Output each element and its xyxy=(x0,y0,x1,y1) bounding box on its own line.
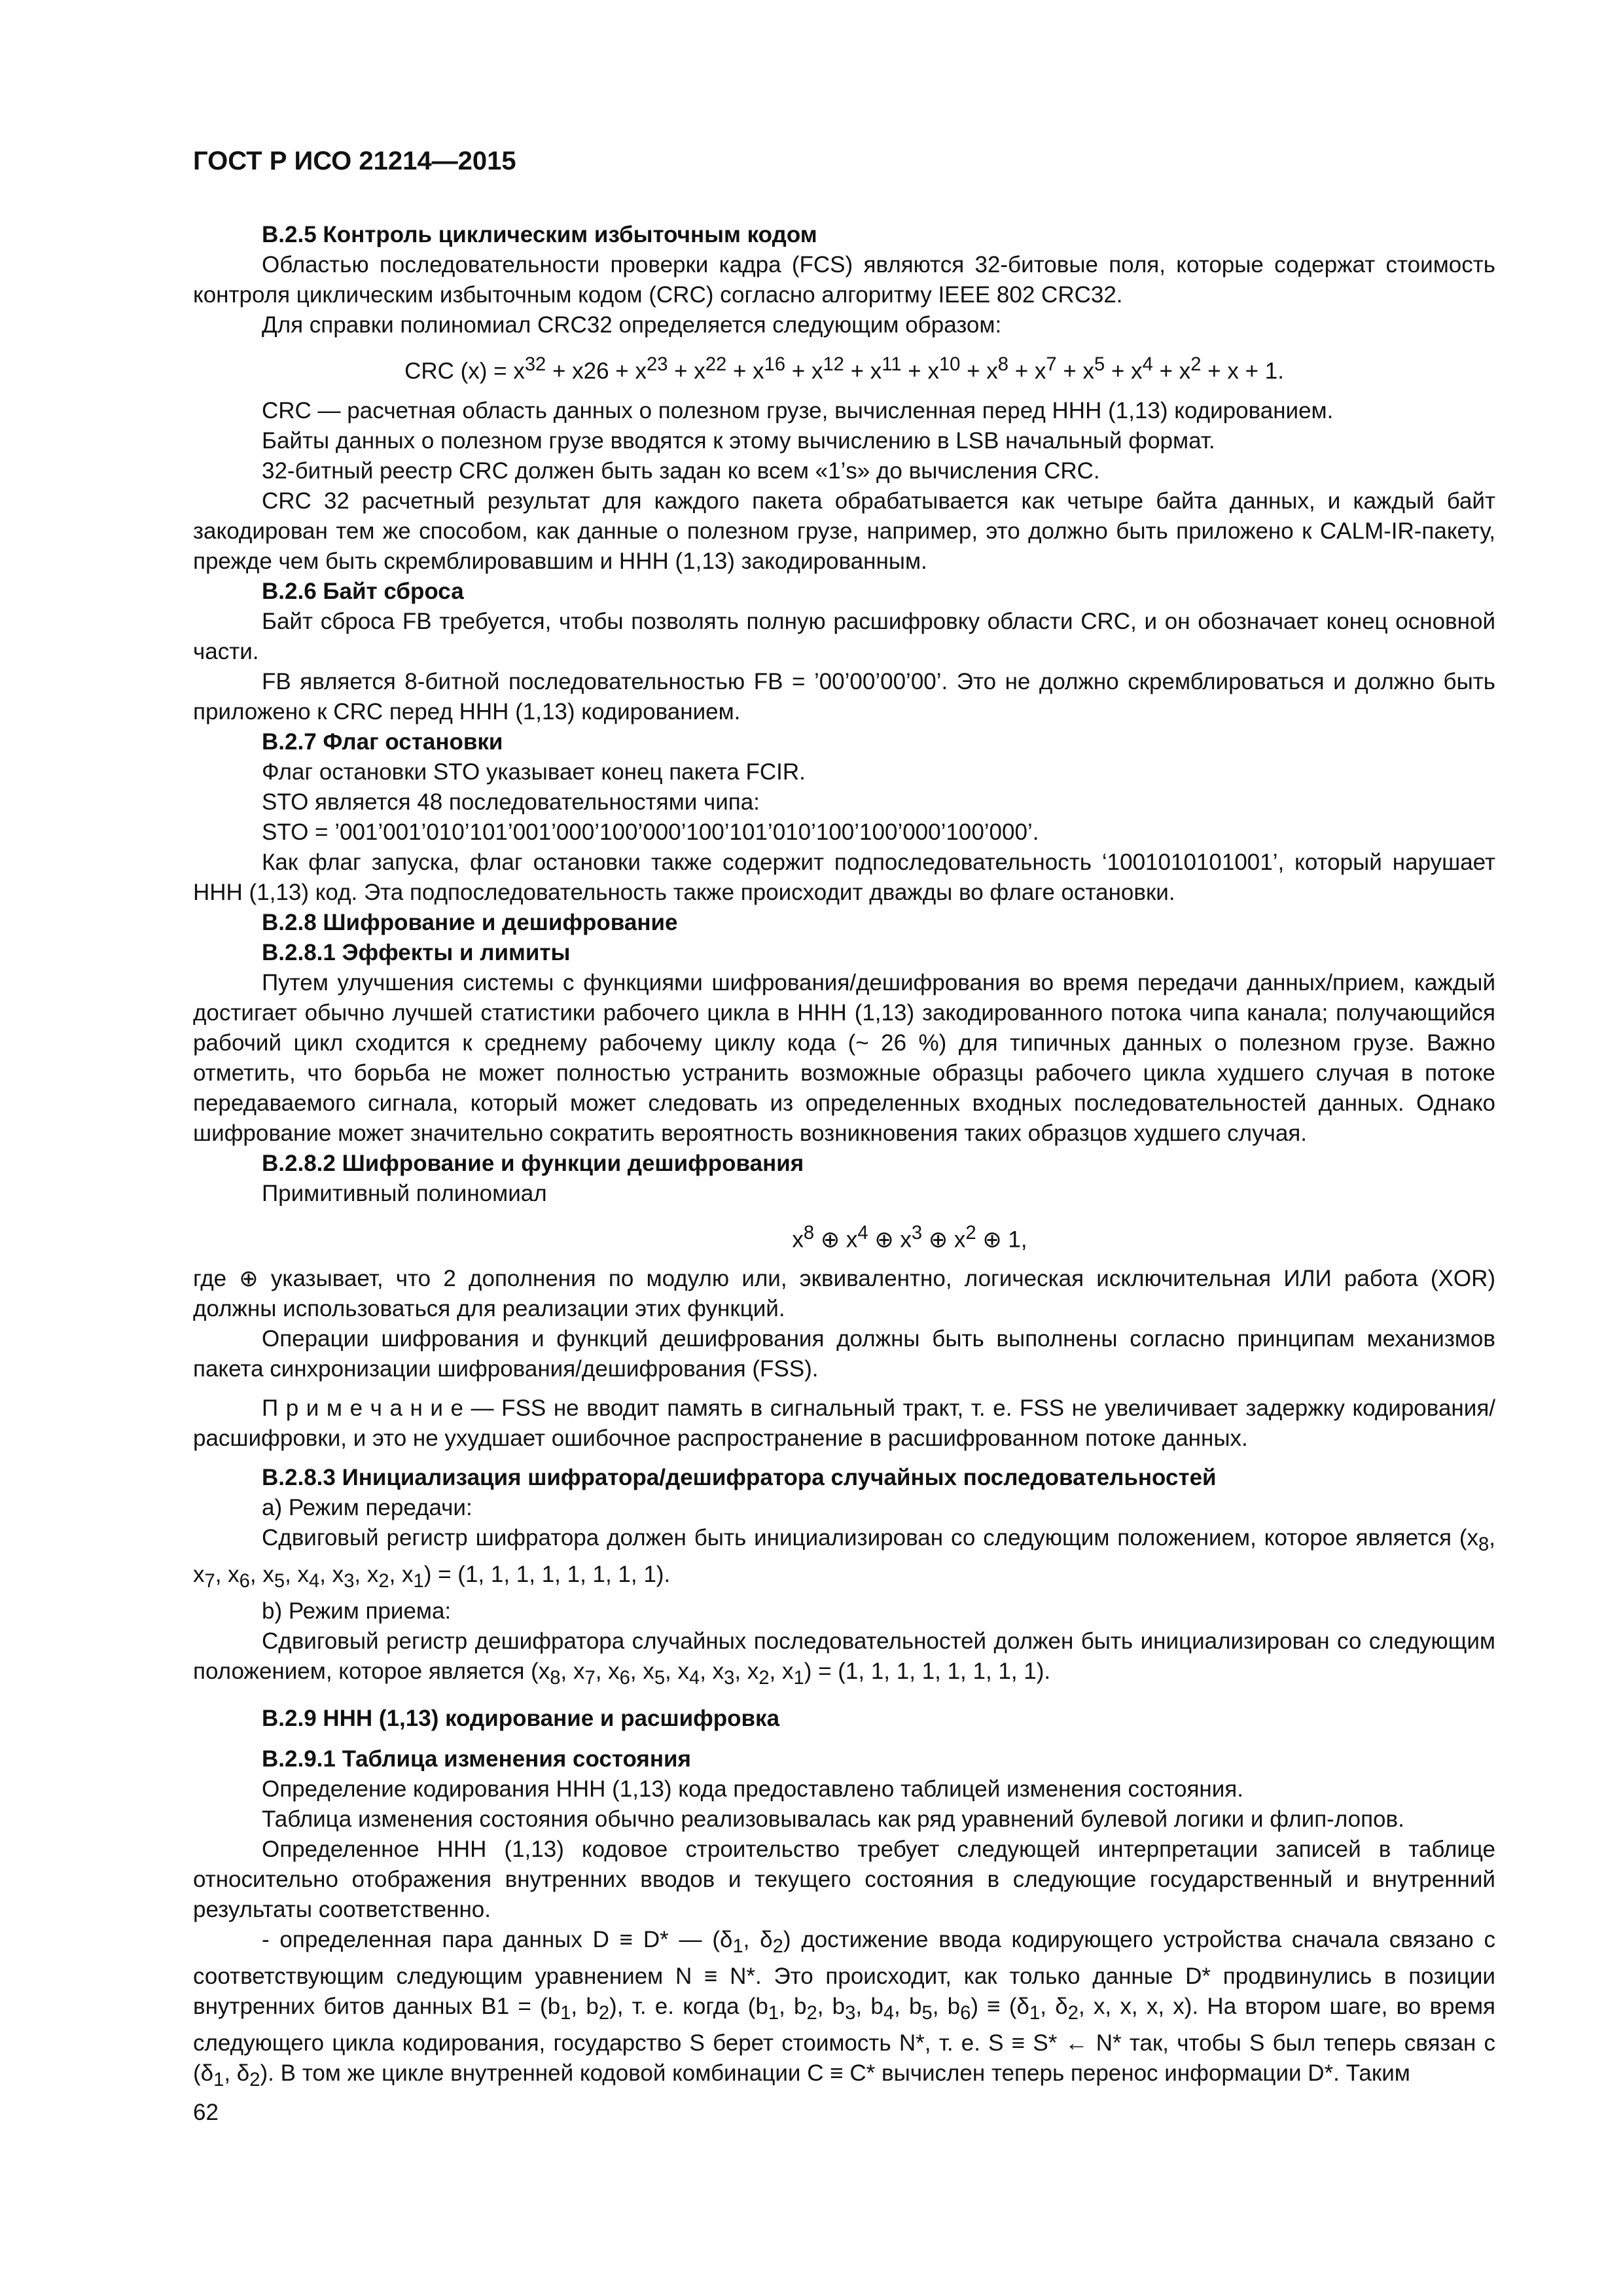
section-heading: B.2.6 Байт сброса xyxy=(262,578,464,604)
paragraph: Сдвиговый регистр дешифратора случайных последовательностей должен быть инициализирован со следующим положением, которое является ($x_8$, $x_7$, $x_6$, $x_5$, $x_4$, $x_3$, $x_2$, $x_1) = (1$, 1, 1, 1, 1, 1, 1, 1). xyxy=(193,1628,1495,1689)
paragraph: Флаг остановки STO указывает конец пакета FCIR. xyxy=(262,759,806,785)
paragraph: Сдвиговый регистр шифратора должен быть инициализирован со следующим положением, которое является ($x_8$, $x_7$, $x_6$, $x_5$, $x_4$, $x_3$, $x_2$, $x_1) = (1$, 1, 1, 1, 1, 1, 1, 1). xyxy=(193,1525,1495,1592)
section-heading: B.2.9 HHH (1,13) кодирование и расшифровка xyxy=(262,1706,780,1732)
paragraph: Определенное HHH (1,13) кодовое строительство требует следующей интерпретации записей в таблице относительно отображения внутренних вводов и текущего состояния в следующие государственный и внутренний результаты соответственно. xyxy=(193,1837,1495,1923)
paragraph: a) Режим передачи: xyxy=(262,1495,473,1521)
paragraph: Как флаг запуска, флаг остановки также содержит подпоследовательность ‘1001010101001’, который нарушает HHH (1,13) код. Эта подпоследовательность также происходит дважды во флаге остановки. xyxy=(193,849,1495,905)
section-heading: B.2.9.1 Таблица изменения состояния xyxy=(262,1746,691,1772)
paragraph: Примитивный полиномиал xyxy=(262,1180,547,1206)
note-text: — FSS не вводит память в сигнальный тракт, т. е. FSS не увеличивает задержку кодирования/расшифровки, и это не ухудшает ошибочное распространение в расшифрованном потоке данных. xyxy=(193,1395,1495,1452)
document-page xyxy=(193,144,1495,2128)
section-heading: B.2.5 Контроль циклическим избыточным кодом xyxy=(262,222,817,247)
paragraph: Байты данных о полезном грузе вводятся к этому вычислению в LSB начальный формат. xyxy=(262,427,1215,454)
paragraph: Областью последовательности проверки кадра (FCS) являются 32-битовые поля, которые содержат стоимость контроля циклическим избыточным кодом (CRC) согласно алгоритму IEEE 802 CRC32. xyxy=(193,252,1495,308)
paragraph: CRC — расчетная область данных о полезном грузе, вычисленная перед HHH (1,13) кодированием. xyxy=(262,397,1334,423)
paragraph: Таблица изменения состояния обычно реализовывалась как ряд уравнений булевой логики и флип-лопов. xyxy=(262,1806,1404,1833)
paragraph: FB является 8-битной последовательностью FB = ’00’00’00’00’. Это не должно скремблироваться и должно быть приложено к CRC перед HHH (1,13) кодированием. xyxy=(193,668,1495,725)
section-heading: B.2.8.1 Эффекты и лимиты xyxy=(262,939,571,965)
section-heading: B.2.8.3 Инициализация шифратора/дешифратора случайных последовательностей xyxy=(262,1465,1217,1491)
paragraph: Определение кодирования HHH (1,13) кода предоставлено таблицей изменения состояния. xyxy=(262,1776,1243,1803)
paragraph: STO является 48 последовательностями чипа: xyxy=(262,789,760,815)
spacer xyxy=(193,1734,1495,1744)
paragraph: STO = ’001’001’010’101’001’000’100’000’100’101’010’100’100’000’100’000’. xyxy=(262,819,1039,845)
paragraph: Для справки полиномиал CRC32 определяется следующим образом: xyxy=(262,312,1002,338)
spacer xyxy=(193,1693,1495,1704)
document-header-standard: ГОСТ Р ИСО 21214—2015 xyxy=(193,147,516,175)
note xyxy=(193,1393,1495,1454)
paragraph: Операции шифрования и функций дешифрования должны быть выполнены согласно принципам механизмов пакета синхронизации шифрования/дешифрования (FSS). xyxy=(193,1326,1495,1382)
section-heading: B.2.7 Флаг остановки xyxy=(262,728,503,755)
paragraph: Путем улучшения системы с функциями шифрования/дешифрования во время передачи данных/прием, каждый достигает обычно лучшей статистики рабочего цикла в HHH (1,13) закодированного потока чипа канала; получающийся рабочий цикл сходится к среднему рабочему циклу кода (~ 26 %) для типичных данных о полезном грузе. Важно отметить, что борьба не может полностью устранить возможные образцы рабочего цикла худшего случая в потоке передаваемого сигнала, который может следовать из определенных входных последовательностей данных. Однако шифрование может значительно сократить вероятность возникновения таких образцов худшего случая. xyxy=(193,969,1495,1146)
formula: $x^8$ ⊕ $x^4$ ⊕ $x^3$ ⊕ $x^2$ ⊕ 1, xyxy=(792,1222,1027,1253)
note-label: П р и м е ч а н и е xyxy=(262,1395,464,1422)
page-number: 62 xyxy=(193,2100,219,2126)
section-heading: B.2.8.2 Шифрование и функции дешифрования xyxy=(262,1150,804,1176)
section-heading: B.2.8 Шифрование и дешифрование xyxy=(262,909,678,935)
paragraph: - определенная пара данных D ≡ D* — ($\delta_1$, $\delta_2$) достижение ввода кодирующего устройства сначала связано с соответствующим следующим уравнением N ≡ N*. Это происходит, как только данные D* продвинулись в позиции внутренних битов данных $B1 = (b_1$, $b_2$), т. е. когда ($b_1$, $b_2$, $b_3$, $b_4$, $b_5$, $b_6) \equiv (\delta_1$, $\delta_2$, x, x, x, x). На втором шаге, во время следующего цикла кодирования, государство S берет стоимость N*, т. е. S ≡ S* ← N* так, чтобы S был теперь связан с ($\delta_1$, $\delta_2$). В том же цикле внутренней кодовой комбинации C ≡ C* вычислен теперь перенос информации D*. Таким xyxy=(193,1927,1495,2091)
document-body xyxy=(193,220,1495,2095)
paragraph: CRC 32 расчетный результат для каждого пакета обрабатывается как четыре байта данных, и каждый байт закодирован тем же способом, как данные о полезном грузе, например, это должно быть приложено к CALM-IR-пакету, прежде чем быть скремблировавшим и HHH (1,13) закодированным. xyxy=(193,488,1495,574)
formula: CRC $(x) = x^{32} + x26 + x^{23} + x^{22} + x^{16} + x^{12} + x^{11} + x^{10} + x^8 + x^7 + x^5 + x^4 + x^2 + x + 1$. xyxy=(404,354,1284,384)
paragraph: Байт сброса FB требуется, чтобы позволять полную расшифровку области CRC, и он обозначает конец основной части. xyxy=(193,608,1495,664)
paragraph: b) Режим приема: xyxy=(262,1598,452,1624)
paragraph: 32-битный реестр CRC должен быть задан ко всем «1’s» до вычисления CRC. xyxy=(262,457,1100,484)
paragraph: где ⊕ указывает, что 2 дополнения по модулю или, эквивалентно, логическая исключительная ИЛИ работа (XOR) должны использоваться для реализации этих функций. xyxy=(193,1266,1495,1322)
